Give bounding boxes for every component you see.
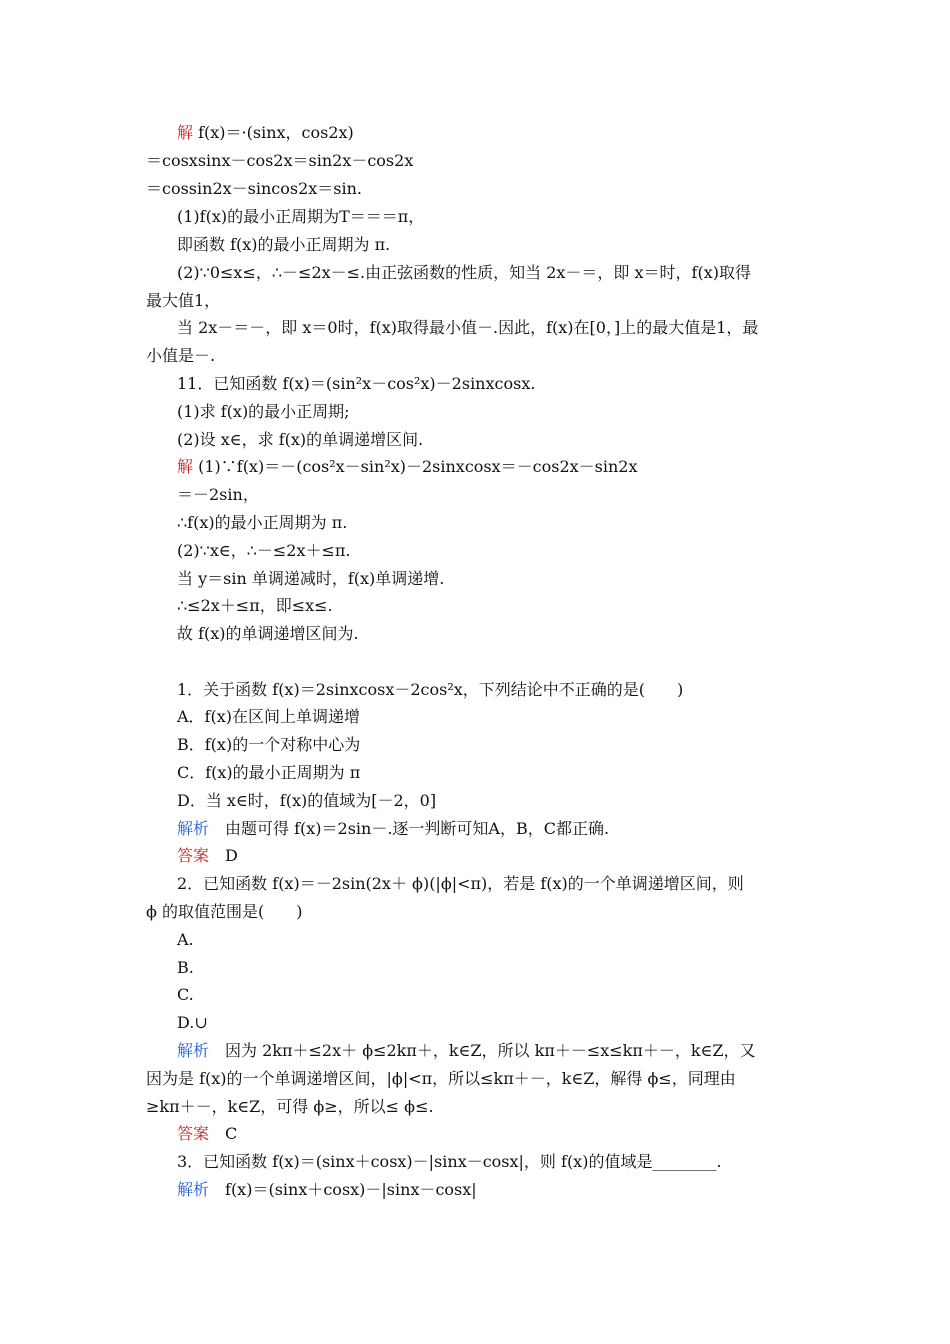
text-line: ＝cossin2x－sincos2x＝sin. [146,179,363,198]
analysis-line: 解析 f(x)＝(sinx＋cosx)－|sinx－cosx| [177,1180,477,1199]
analysis-tag: 解析 [177,1180,210,1199]
solution-tag: 解 [177,123,194,142]
question-line: 3．已知函数 f(x)＝(sinx＋cosx)－|sinx－cosx|，则 f(x)的值域是________. [177,1152,722,1171]
text-line: 故 f(x)的单调递增区间为. [177,624,359,643]
analysis-line: 解析 因为 2kπ＋≤2x＋ ϕ≤2kπ＋，k∈Z，所以 kπ＋－≤x≤kπ＋－，k∈Z，又 [177,1041,756,1060]
answer-tag: 答案 [177,1124,210,1143]
option-d: D.∪ [177,1013,208,1032]
option-b: B．f(x)的一个对称中心为 [177,735,361,754]
text-line: (2)设 x∈，求 f(x)的单调递增区间. [177,430,424,449]
text-line: 当 2x－＝－，即 x＝0时，f(x)取得最小值－.因此，f(x)在[0，]上的最大值是1，最 [177,318,759,337]
text-line: (2)∵x∈，∴－≤2x＋≤π. [177,541,351,560]
text-line: (2)∵0≤x≤，∴－≤2x－≤.由正弦函数的性质，知当 2x－＝，即 x＝时，f(x)取得 [177,263,751,282]
text-line: 当 y＝sin 单调递减时，f(x)单调递增. [177,569,445,588]
analysis-tag: 解析 [177,819,210,838]
option-c: C. [177,985,194,1004]
text-line: ∴≤2x＋≤π，即≤x≤. [177,596,333,615]
option-b: B. [177,958,194,977]
option-a: A. [177,930,194,949]
analysis-line: 解析 由题可得 f(x)＝2sin－.逐一判断可知A，B，C都正确. [177,819,610,838]
question-line: 2．已知函数 f(x)＝－2sin(2x＋ ϕ)(|ϕ|<π)，若是 f(x)的一个单调递增区间，则 [177,874,744,893]
solution-line: 解 f(x)＝·(sinx，cos2x) [177,123,354,142]
text-line: ≥kπ＋－，k∈Z，可得 ϕ≥，所以≤ ϕ≤. [146,1097,434,1116]
text-line: 即函数 f(x)的最小正周期为 π. [177,235,391,254]
text-line: 因为是 f(x)的一个单调递增区间，|ϕ|<π，所以≤kπ＋－，k∈Z，解得 ϕ≤，同理由 [146,1069,736,1088]
option-d: D．当 x∈时，f(x)的值域为[－2，0] [177,791,437,810]
text-line: 小值是－. [146,346,216,365]
text-line: ＝cosxsinx－cos2x＝sin2x－cos2x [146,151,414,170]
question-line: 11．已知函数 f(x)＝(sin²x－cos²x)－2sinxcosx. [177,374,536,393]
analysis-tag: 解析 [177,1041,210,1060]
answer-line: 答案 D [177,846,238,865]
solution-tag: 解 [177,457,194,476]
answer-line: 答案 C [177,1124,238,1143]
text-line: ＝－2sin， [177,485,259,504]
text-line: (1)f(x)的最小正周期为T＝＝＝π， [177,207,425,226]
text-line: ϕ 的取值范围是( ) [146,902,303,921]
option-a: A．f(x)在区间上单调递增 [177,707,360,726]
solution-line: 解 (1)∵f(x)＝－(cos²x－sin²x)－2sinxcosx＝－cos2x－sin2x [177,457,638,476]
text-line: 最大值1， [146,291,221,310]
option-c: C．f(x)的最小正周期为 π [177,763,361,782]
question-line: 1．关于函数 f(x)＝2sinxcosx－2cos²x，下列结论中不正确的是( ) [177,680,684,699]
text-line: (1)求 f(x)的最小正周期; [177,402,350,421]
text-line: ∴f(x)的最小正周期为 π. [177,513,348,532]
answer-tag: 答案 [177,846,210,865]
